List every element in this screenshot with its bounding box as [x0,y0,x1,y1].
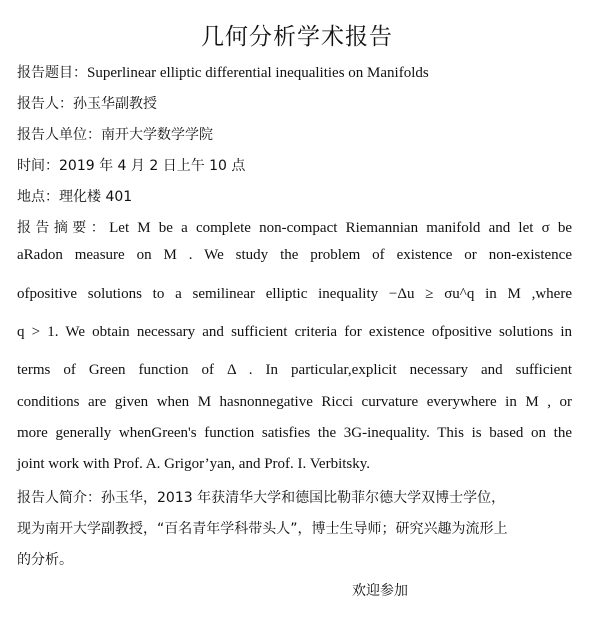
bio-text: 孙玉华，2013 年获清华大学和德国比勒菲尔德大学双博士学位， [101,490,506,506]
abstract-line-1 [17,217,572,237]
abstract-line-2: aRadon measure on M . We study the problem of existence or non-existence [17,247,572,263]
time-label: 时间： [17,158,59,174]
speaker-row [17,93,157,113]
topic-value: Superlinear elliptic differential inequalities on Manifolds [87,65,429,81]
affiliation-label: 报告人单位： [17,127,101,143]
abstract-line-5: terms of Green function of Δ . In particular,explicit necessary and sufficient [17,362,572,378]
bio-line-2: 现为南开大学副教授，“百名青年学科带头人”，博士生导师；研究兴趣为流形上 [17,521,508,537]
abstract-line-3: ofpositive solutions to a semilinear elliptic inequality −Δu ≥ σu^q in M ,where [17,286,572,302]
welcome-text: 欢迎参加 [352,583,408,599]
speaker-value: 孙玉华副教授 [73,96,157,112]
abstract-line-6: conditions are given when M hasnonnegative Ricci curvature everywhere in M , or [17,394,572,410]
page-title: 几何分析学术报告 [201,24,393,50]
bio-label: 报告人简介： [17,490,101,506]
topic-row [17,62,429,82]
affiliation-value: 南开大学数学学院 [101,127,213,143]
time-row [17,155,245,175]
abstract-text: Let M be a complete non-compact Riemannian manifold and let σ be [109,220,572,236]
location-row [17,186,132,206]
bio-line-3: 的分析。 [17,552,73,568]
time-value: 2019 年 4 月 2 日上午 10 点 [59,158,246,174]
abstract-line-8: joint work with Prof. A. Grigor’yan, and Prof. I. Verbitsky. [17,456,371,472]
abstract-line-4: q > 1. We obtain necessary and sufficient criteria for existence ofpositive solutions in [17,324,572,340]
bio-line-1 [17,487,572,507]
topic-label: 报告题目： [17,65,87,81]
location-label: 地点： [17,189,59,205]
location-value: 理化楼 401 [59,189,133,205]
abstract-line-7: more generally whenGreen's function satisfies the 3G-inequality. This is based on the [17,425,572,441]
affiliation-row [17,124,213,144]
abstract-label: 报告摘要： [17,220,110,236]
speaker-label: 报告人： [17,96,73,112]
